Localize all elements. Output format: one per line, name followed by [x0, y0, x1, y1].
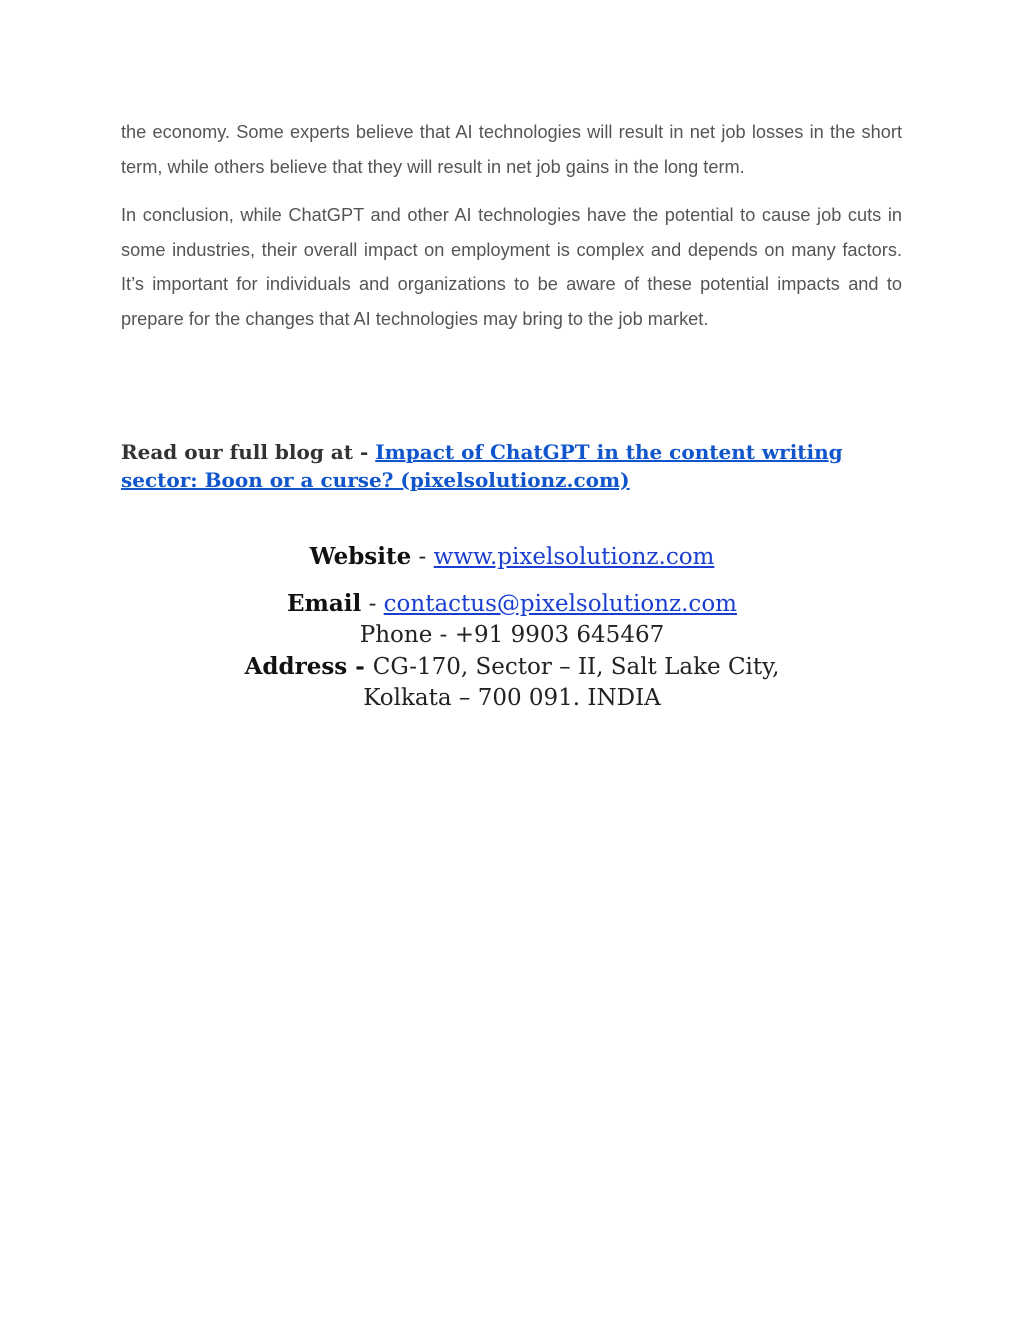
- website-label: Website: [309, 543, 412, 570]
- address-line: [202, 651, 822, 714]
- read-full-blog: [121, 438, 902, 494]
- address-value: CG-170, Sector – II, Salt Lake City, Kolkata – 700 091. INDIA: [363, 654, 780, 711]
- body-paragraph: the economy. Some experts believe that AI technologies will result in net job losses in the short term, while others believe that they will result in net job gains in the long term.: [121, 122, 902, 177]
- email-label: Email: [287, 590, 362, 617]
- email-link[interactable]: contactus@pixelsolutionz.com: [383, 591, 737, 617]
- email-separator: -: [361, 591, 384, 617]
- conclusion-paragraph: In conclusion, while ChatGPT and other AI technologies have the potential to cause job cuts in some industries, their overall impact on employment is complex and depends on many factors. It’s important for individuals and organizations to be aware of these potential impacts and to prepare for the changes that AI technologies may bring to the job market.: [121, 205, 902, 330]
- blog-link[interactable]: Impact of ChatGPT in the content writing sector: Boon or a curse? (pixelsolutionz.com): [121, 440, 843, 492]
- website-link[interactable]: www.pixelsolutionz.com: [433, 544, 715, 570]
- website-line: [0, 540, 1024, 574]
- address-label: Address -: [244, 653, 373, 680]
- phone-line: Phone - +91 9903 645467: [359, 622, 665, 648]
- email-line: [0, 587, 1024, 621]
- blog-prefix: Read our full blog at -: [121, 440, 376, 464]
- website-separator: -: [411, 544, 434, 570]
